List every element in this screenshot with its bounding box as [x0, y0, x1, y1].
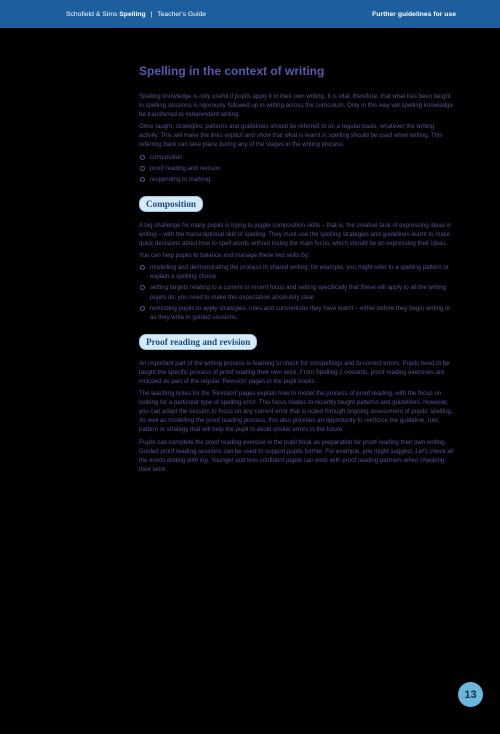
list-item-text: proof reading and revision	[150, 164, 221, 172]
composition-paragraph-2: You can help pupils to balance and manage these two skills by:	[139, 252, 310, 260]
list-item	[139, 283, 455, 301]
bullet-icon	[140, 166, 145, 171]
bullet-icon	[140, 285, 145, 290]
composition-list	[139, 263, 455, 322]
intro-paragraph-2: Once taught, strategies, patterns and guidelines should be referred to on a regular basis, whatever the writing activity. This will make the links explicit and show that what is learnt in spelling should be used when writing. This referring back can take place during any of the stages in the writing process:	[139, 123, 443, 149]
header-guide: Teacher's Guide	[157, 10, 207, 18]
bullet-icon	[140, 306, 145, 311]
paragraph-text-start: Pupils can complete the proof reading exercise in the pupil book as preparation for proof reading their own writing. Guided proof reading sessions can be used to support pupils further. For example, you might suggest,	[139, 438, 447, 455]
list-item	[139, 164, 455, 173]
header-series: Spelling	[119, 10, 146, 18]
proofreading-heading: Proof reading and revision	[139, 334, 257, 350]
example-prompt: Let's check all the words ending with ing	[139, 447, 454, 464]
composition-heading: Composition	[139, 196, 203, 212]
list-item	[139, 175, 455, 184]
header-series-info	[66, 11, 206, 18]
list-item-text: composition	[150, 153, 183, 161]
writing-stages-list	[139, 153, 455, 184]
page-number: 13	[458, 682, 483, 707]
header-section: Further guidelines for use	[372, 10, 456, 18]
bullet-icon	[140, 265, 145, 270]
proofreading-paragraph-2: The teaching notes for the 'Revision' pages explain how to model the process of proof reading, with the focus on looking for a particular type of spelling error. This focus relates to recently taught patterns and guidelines. However, you can adapt the session to focus on any current error that is noted through ongoing assessment of pupils' spelling. As well as modelling the proof reading process, this also provides an opportunity to reinforce the guideline, rule, pattern or strategy that will help the pupil to avoid similar errors in the future.	[139, 390, 453, 434]
list-item-text: modelling and demonstrating the process in shared writing; for example, you might refer to a spelling pattern or explain a spelling choice	[150, 264, 449, 281]
header-separator: |	[150, 10, 153, 18]
list-item-text: reminding pupils to apply strategies, rules and conventions they have learnt – either before they begin writing or as they write in guided sessions.	[150, 304, 451, 321]
page-header	[0, 0, 500, 28]
list-item-text: setting targets relating to a current or recent focus and setting specifically that these will apply to all the writing pupils do; you need to make this expectation absolutely clear	[150, 284, 447, 301]
paragraph-text-end: . Younger and less confident pupils can work with proof reading partners when checking their work.	[139, 456, 445, 473]
list-item-text: responding to marking.	[150, 175, 212, 183]
intro-paragraph-1: Spelling knowledge is only useful if pupils apply it in their own writing. It is vital, therefore, that what has been taught in spelling sessions is rigorously followed up in writing across the curriculum. Only in this way will spelling knowledge be transferred to independent writing.	[139, 93, 453, 119]
list-item	[139, 304, 455, 322]
page-title: Spelling in the context of writing	[139, 64, 325, 78]
composition-paragraph-1: A big challenge for many pupils is trying to juggle composition skills – that is, the creative task of expressing ideas in writing – with the transcriptional skill of spelling. They must use the spelling strategies and guidelines learnt to make quick decisions about how to spell words without losing the main focus, which should be on expressing their ideas.	[139, 221, 452, 248]
bullet-icon	[140, 177, 145, 182]
list-item	[139, 263, 455, 281]
page-content	[139, 64, 455, 477]
bullet-icon	[140, 155, 145, 160]
list-item	[139, 153, 455, 162]
header-publisher: Schofield & Sims	[66, 10, 118, 18]
proofreading-paragraph-3	[139, 438, 455, 474]
proofreading-paragraph-1: An important part of the writing process is learning to check for misspellings and to correct errors. Pupils need to be taught the specific process of proof reading their own work. From Spelling 2 onwards, proof reading exercises are included as part of the regular 'Revision' pages in the pupil books.	[139, 359, 450, 385]
